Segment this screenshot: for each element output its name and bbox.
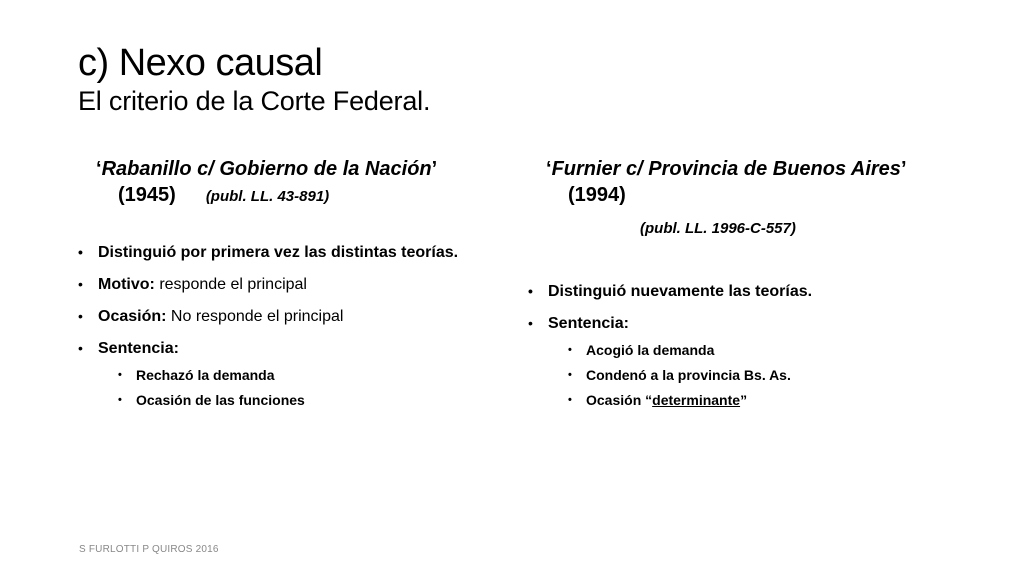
- left-case-open-quote: ‘: [96, 158, 102, 180]
- left-bullet-1: • Distinguió por primera vez las distintas teorías.: [78, 242, 478, 263]
- left-case-heading: [78, 156, 478, 210]
- slide-title: [78, 44, 430, 115]
- right-sub-bullet-3-suffix: ”: [740, 392, 748, 408]
- right-sub-bullet-3-prefix: Ocasión “: [586, 392, 653, 408]
- left-case-year: (1945): [118, 184, 176, 206]
- right-case-year: (1994): [568, 184, 626, 206]
- left-bullet-4: [78, 338, 478, 410]
- left-case-close-quote: ’: [431, 158, 437, 180]
- left-sub-bullet-2: • Ocasión de las funciones: [98, 390, 478, 410]
- right-bullet-2-label: Sentencia:: [548, 315, 629, 332]
- left-bullet-3: [78, 306, 478, 327]
- right-bullet-list: [528, 281, 928, 410]
- right-case-open-quote: ‘: [546, 158, 552, 180]
- right-sub-list: [548, 340, 928, 410]
- right-sub-bullet-1: • Acogió la demanda: [548, 340, 928, 360]
- left-bullet-2-label: Motivo:: [98, 276, 155, 293]
- left-bullet-3-label: Ocasión:: [98, 308, 167, 325]
- left-bullet-2-text: responde el principal: [154, 276, 307, 293]
- right-case-name: Furnier c/ Provincia de Buenos Aires: [551, 158, 901, 180]
- left-bullet-4-label: Sentencia:: [98, 340, 179, 357]
- right-case-heading: [528, 156, 928, 208]
- right-sub-bullet-2: • Condenó a la provincia Bs. As.: [548, 365, 928, 385]
- footer-credit: S FURLOTTI P QUIROS 2016: [79, 544, 219, 555]
- left-bullet-3-text: No responde el principal: [166, 308, 344, 325]
- title-line-1: c) Nexo causal: [78, 42, 323, 84]
- right-bullet-2: [528, 313, 928, 410]
- title-line-2: El criterio de la Corte Federal.: [78, 86, 431, 116]
- right-bullet-1: • Distinguió nuevamente las teorías.: [528, 281, 928, 302]
- right-sub-bullet-3: [548, 390, 928, 410]
- left-bullet-list: [78, 242, 478, 410]
- left-publication: (publ. LL. 43-891): [205, 188, 330, 205]
- right-sub-bullet-3-underlined: determinante: [652, 392, 741, 408]
- right-case-close-quote: ’: [900, 158, 906, 180]
- right-column: [528, 156, 928, 421]
- left-bullet-2: [78, 274, 478, 295]
- left-sub-list: [98, 365, 478, 410]
- left-sub-bullet-1: • Rechazó la demanda: [98, 365, 478, 385]
- left-column: [78, 156, 478, 421]
- left-case-name: Rabanillo c/ Gobierno de la Nación: [101, 158, 432, 180]
- right-publication: (publ. LL. 1996-C-557): [640, 220, 796, 237]
